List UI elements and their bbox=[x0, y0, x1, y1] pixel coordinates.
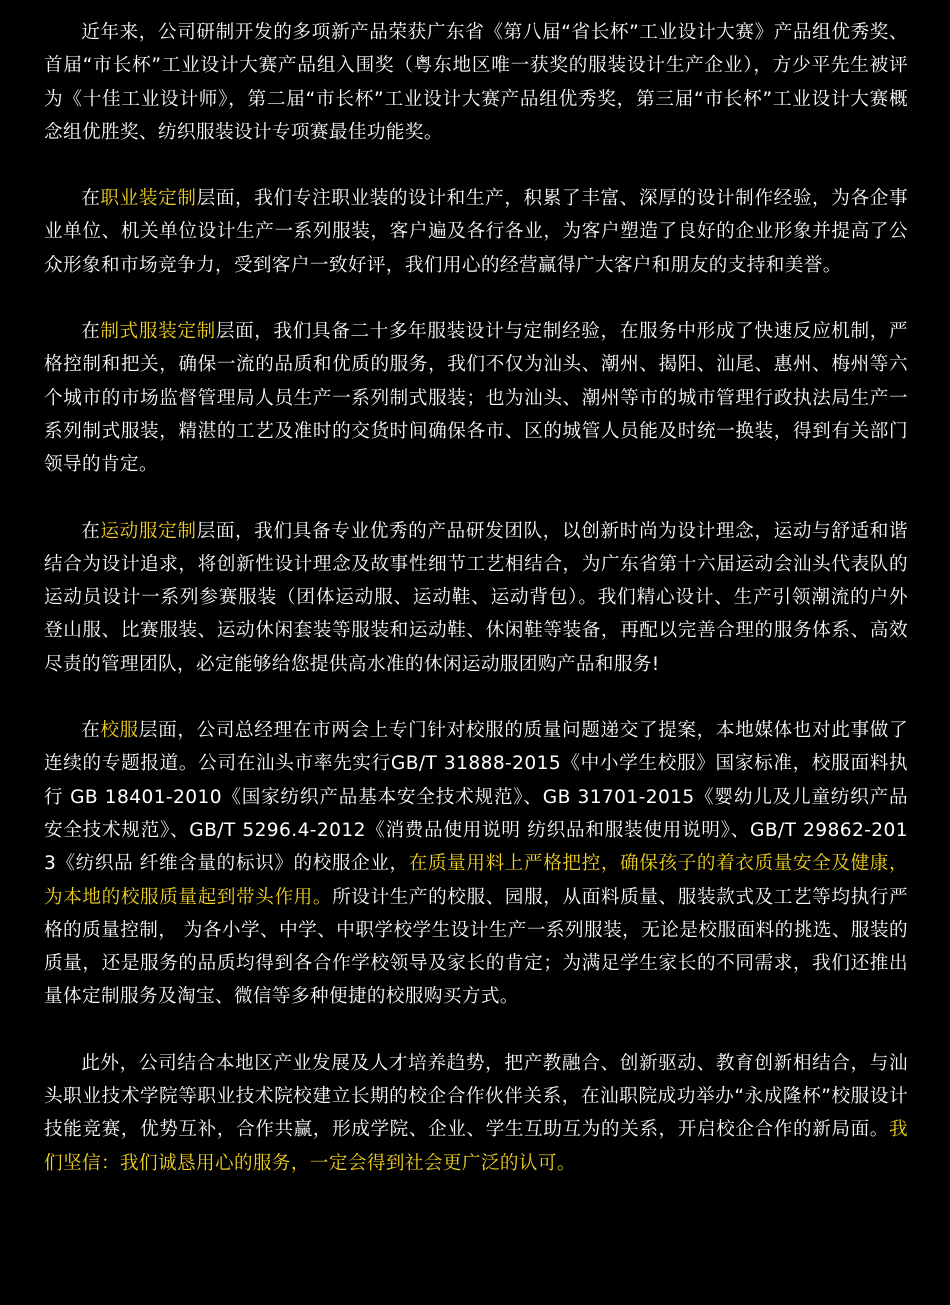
paragraph-text: 在 bbox=[81, 520, 101, 542]
paragraph-text: 近年来，公司研制开发的多项新产品荣获广东省《第八届“省长杯”工业设计大赛》产品组优秀奖、首届“市长杯”工业设计大赛产品组入围奖（粤东地区唯一获奖的服装设计生产企业），方少平先生被评为《十佳工业设计师》，第二届“市长杯”工业设计大赛产品组优秀奖，第三届“市长杯”工业设计大赛概念组优胜奖、纺织服装设计专项赛最佳功能奖。 bbox=[44, 22, 908, 143]
paragraph-text: 在 bbox=[81, 321, 101, 343]
paragraph-uniform bbox=[44, 315, 908, 481]
highlight-closing-statement: 我们坚信：我们诚恳用心的服务，一定会得到社会更广泛的认可。 bbox=[44, 1119, 908, 1174]
paragraph-text: 所设计生产的校服、园服，从面料质量、服装款式及工艺等均执行严格的质量控制， 为各小学、中学、中职学校学生设计生产一系列服装，无论是校服面料的挑选、服装的质量，还是服务的品质均得到各合作学校领导及家长的肯定；为满足学生家长的不同需求，我们还推出量体定制服务及淘宝、微信等多种便捷的校服购买方式。 bbox=[44, 886, 908, 1008]
paragraph-text: 层面，我们具备二十多年服装设计与定制经验，在服务中形成了快速反应机制，严格控制和把关，确保一流的品质和优质的服务，我们不仅为汕头、潮州、揭阳、汕尾、惠州、梅州等六个城市的市场监督管理局人员生产一系列制式服装；也为汕头、潮州等市的城市管理行政执法局生产一系列制式服装，精湛的工艺及准时的交货时间确保各市、区的城管人员能及时统一换装，得到有关部门领导的肯定。 bbox=[44, 321, 908, 476]
highlight-sportswear: 运动服定制 bbox=[100, 520, 197, 542]
highlight-workwear: 职业装定制 bbox=[100, 188, 197, 210]
paragraph-text: 层面，我们具备专业优秀的产品研发团队，以创新时尚为设计理念，运动与舒适和谐结合为设计追求，将创新性设计理念及故事性细节工艺相结合，为广东省第十六届运动会汕头代表队的运动员设计一系列参赛服装（团体运动服、运动鞋、运动背包）。我们精心设计、生产引领潮流的户外登山服、比赛服装、运动休闲套装等服装和运动鞋、休闲鞋等装备，再配以完善合理的服务体系、高效尽责的管理团队，必定能够给您提供高水准的休闲运动服团购产品和服务! bbox=[44, 520, 908, 675]
paragraph-workwear bbox=[44, 182, 908, 282]
paragraph-awards bbox=[44, 16, 908, 149]
highlight-quality-statement: 在质量用料上严格把控，确保孩子的着衣质量安全及健康，为本地的校服质量起到带头作用。 bbox=[44, 853, 908, 908]
paragraph-text: 此外，公司结合本地区产业发展及人才培养趋势，把产教融合、创新驱动、教育创新相结合，与汕头职业技术学院等职业技术院校建立长期的校企合作伙伴关系，在汕职院成功举办“永成隆杯”校服设计技能竞赛，优势互补，合作共赢，形成学院、企业、学生互助互为的关系，开启校企合作的新局面。 bbox=[44, 1052, 908, 1141]
paragraph-text: 层面，我们专注职业装的设计和生产，积累了丰富、深厚的设计制作经验，为各企事业单位、机关单位设计生产一系列服装，客户遍及各行各业，为客户塑造了良好的企业形象并提高了公众形象和市场竞争力，受到客户一致好评，我们用心的经营赢得广大客户和朋友的支持和美誉。 bbox=[44, 188, 908, 276]
paragraph-text: 在 bbox=[81, 188, 101, 210]
paragraph-cooperation bbox=[44, 1047, 908, 1180]
paragraph-text: 在 bbox=[81, 720, 101, 742]
paragraph-sportswear bbox=[44, 515, 908, 681]
highlight-school-uniform: 校服 bbox=[100, 720, 139, 742]
paragraph-text: 层面，公司总经理在市两会上专门针对校服的质量问题递交了提案，本地媒体也对此事做了连续的专题报道。公司在汕头市率先实行GB/T 31888-2015《中小学生校服》国家标准，校服面料执行 GB 18401-2010《国家纺织产品基本安全技术规范》、GB 31701-2015《婴幼儿及儿童纺织产品安全技术规范》、GB/T 5296.4-2012《消费品使用说明 纺织品和服装使用说明》、GB/T 29862-2013《纺织品 纤维含量的标识》的校服企业， bbox=[44, 720, 908, 875]
highlight-uniform: 制式服装定制 bbox=[100, 321, 216, 343]
paragraph-school-uniform bbox=[44, 714, 908, 1014]
